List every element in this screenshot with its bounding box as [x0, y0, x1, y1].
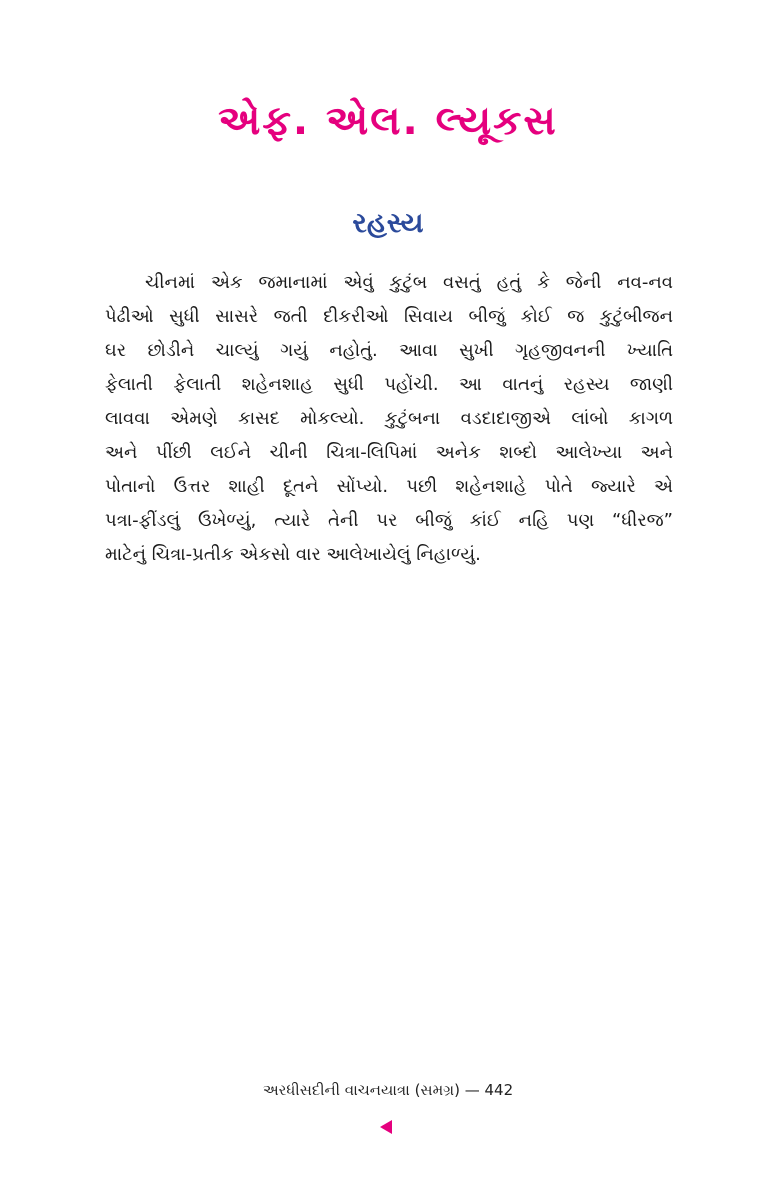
- paragraph-line: ફેલાતી ફેલાતી શહેનશાહ સુધી પહોંચી. આ વાતનું રહસ્ય જાણી: [105, 374, 673, 395]
- previous-page-arrow-icon[interactable]: [380, 1120, 392, 1134]
- paragraph-line: ચીનમાં એક જમાનામાં એવું કુટુંબ વસતું હતું કે જેની નવ-નવ: [145, 272, 673, 293]
- paragraph-line: પોતાનો ઉત્તર શાહી દૂતને સોંપ્યો. પછી શહેનશાહે પોતે જ્યારે એ: [105, 476, 673, 497]
- author-heading: એફ. એલ. લ્યૂકસ: [218, 98, 558, 144]
- paragraph-line: પેઢીઓ સુધી સાસરે જતી દીકરીઓ સિવાય બીજું કોઈ જ કુટુંબીજન: [105, 306, 673, 327]
- paragraph-line: ઘર છોડીને ચાલ્યું ગયું નહોતું. આવા સુખી ગૃહજીવનની ખ્યાતિ: [105, 340, 673, 361]
- paragraph-line: માટેનું ચિત્રા-પ્રતીક એકસો વાર આલેખાયેલું નિહાળ્યું.: [105, 544, 481, 565]
- page-footer: અરધીસદીની વાચનયાત્રા (સમગ્ર) — 442: [262, 1081, 514, 1099]
- body-paragraph: [105, 266, 673, 572]
- paragraph-line: પત્રા-ફીંડલું ઉખેળ્યું, ત્યારે તેની પર બીજું કાંઈ નહિ પણ “ધીરજ”: [105, 510, 673, 531]
- story-title: રહસ્ય: [352, 206, 424, 239]
- paragraph-line: લાવવા એમણે કાસદ મોકલ્યો. કુટુંબના વડદાદાજીએ લાંબો કાગળ: [105, 408, 673, 429]
- paragraph-line: અને પીંછી લઈને ચીની ચિત્રા-લિપિમાં અનેક શબ્દો આલેખ્યા અને: [105, 442, 673, 463]
